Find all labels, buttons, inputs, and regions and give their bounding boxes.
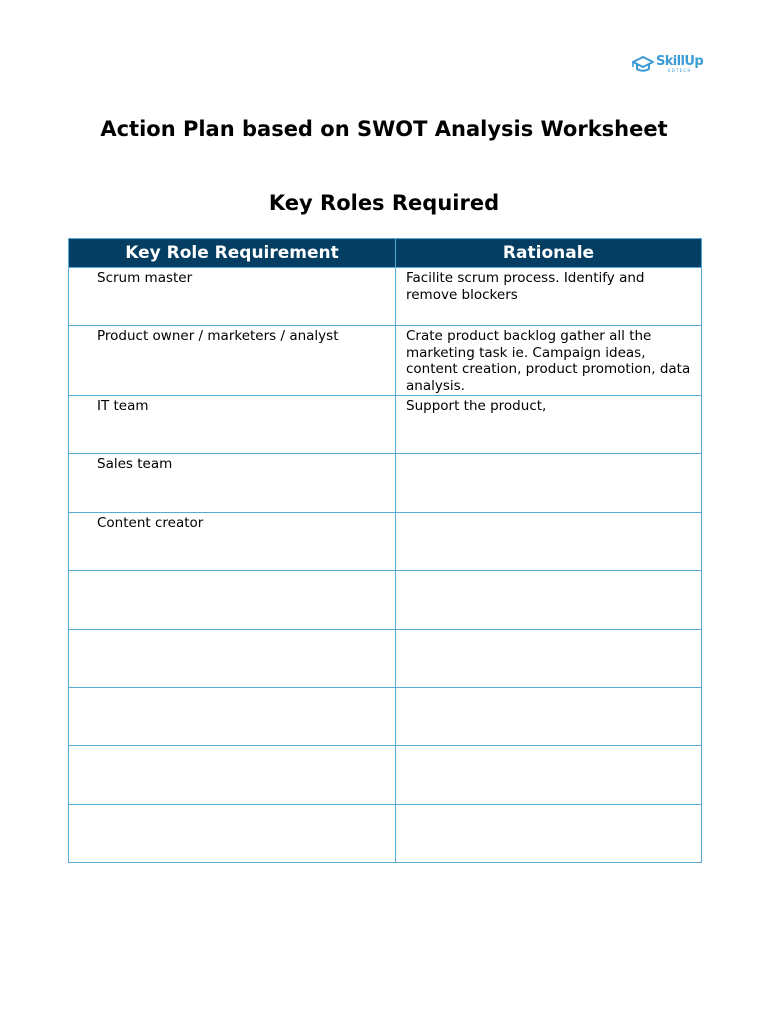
role-cell: Scrum master [69,268,396,326]
rationale-cell: Support the product, [396,396,702,454]
document-title: Action Plan based on SWOT Analysis Worksheet [100,117,668,141]
role-cell: Sales team [69,454,396,513]
table-header-row [69,239,702,268]
rationale-cell [396,630,702,688]
role-cell: Content creator [69,513,396,571]
table-row [69,268,702,326]
table-row [69,571,702,630]
graduation-cap-icon [632,55,654,73]
logo-text [656,55,703,73]
role-cell [69,630,396,688]
rationale-cell [396,746,702,805]
table-row [69,454,702,513]
table-row [69,805,702,863]
table-row [69,630,702,688]
section-title: Key Roles Required [268,191,500,215]
rationale-cell: Facilite scrum process. Identify and remove blockers [396,268,702,326]
rationale-cell [396,571,702,630]
skillup-logo [632,55,703,73]
rationale-cell [396,805,702,863]
logo-subtitle: EDTECH [668,68,692,73]
rationale-cell [396,688,702,746]
role-cell: IT team [69,396,396,454]
role-cell [69,571,396,630]
logo-brand: SkillUp [656,54,704,69]
table-row [69,746,702,805]
role-cell: Product owner / marketers / analyst [69,326,396,396]
key-roles-table [68,238,702,863]
role-cell [69,688,396,746]
rationale-cell [396,454,702,513]
role-cell [69,746,396,805]
column-header-key-role: Key Role Requirement [69,239,396,268]
role-cell [69,805,396,863]
column-header-rationale: Rationale [396,239,702,268]
rationale-cell [396,513,702,571]
table-row [69,396,702,454]
table-row [69,326,702,396]
table-row [69,688,702,746]
table-row [69,513,702,571]
rationale-cell: Crate product backlog gather all the marketing task ie. Campaign ideas, content creation, product promotion, data analysis. [396,326,702,396]
